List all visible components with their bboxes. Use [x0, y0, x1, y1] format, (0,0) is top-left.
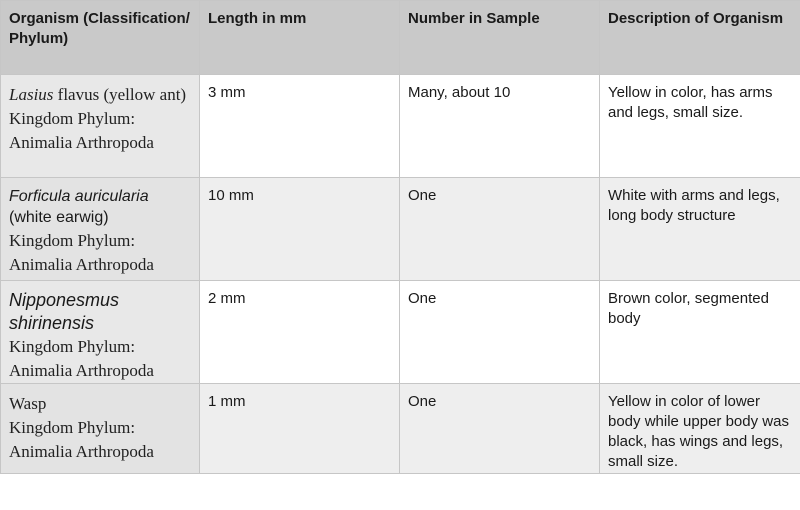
number-cell: Many, about 10 — [400, 75, 600, 178]
table-row — [1, 281, 800, 384]
description-cell: Brown color, segmented body — [600, 281, 800, 384]
classification-line2: Animalia Arthropoda — [9, 255, 154, 274]
table-row — [1, 384, 800, 474]
description-cell: Yellow in color of lower body while upper body was black, has wings and legs, small size. — [600, 384, 800, 474]
organism-name-italic: Lasius — [9, 85, 54, 104]
classification-line2: Animalia Arthropoda — [9, 133, 154, 152]
classification-line1: Kingdom Phylum: — [9, 109, 136, 128]
number-cell: One — [400, 281, 600, 384]
header-number: Number in Sample — [400, 1, 600, 75]
organism-cell — [1, 281, 200, 384]
number-cell: One — [400, 178, 600, 281]
organism-name — [9, 83, 191, 107]
length-cell: 2 mm — [200, 281, 400, 384]
length-cell: 10 mm — [200, 178, 400, 281]
header-description: Description of Organism — [600, 1, 800, 75]
classification-line1: Kingdom Phylum: — [9, 337, 136, 356]
length-cell: 3 mm — [200, 75, 400, 178]
organism-name: Wasp — [9, 394, 47, 413]
header-length: Length in mm — [200, 1, 400, 75]
description-cell: White with arms and legs, long body structure — [600, 178, 800, 281]
organism-name-rest: (white earwig) — [9, 209, 109, 226]
classification-line1: Kingdom Phylum: — [9, 231, 136, 250]
header-organism: Organism (Classification/ Phylum) — [1, 1, 200, 75]
description-cell: Yellow in color, has arms and legs, small size. — [600, 75, 800, 178]
number-cell: One — [400, 384, 600, 474]
organism-cell — [1, 178, 200, 281]
length-cell: 1 mm — [200, 384, 400, 474]
header-row — [1, 1, 800, 75]
organism-name-rest: flavus (yellow ant) — [53, 85, 187, 104]
table-row — [1, 75, 800, 178]
classification-line2: Animalia Arthropoda — [9, 361, 154, 380]
table-row — [1, 178, 800, 281]
organism-cell — [1, 75, 200, 178]
organism-cell — [1, 384, 200, 474]
organism-name-italic: Nipponesmus shirinensis — [9, 290, 120, 333]
classification-line1: Kingdom Phylum: — [9, 418, 136, 437]
organism-name-italic: Forficula auricularia — [9, 188, 149, 205]
classification-line2: Animalia Arthropoda — [9, 442, 154, 461]
